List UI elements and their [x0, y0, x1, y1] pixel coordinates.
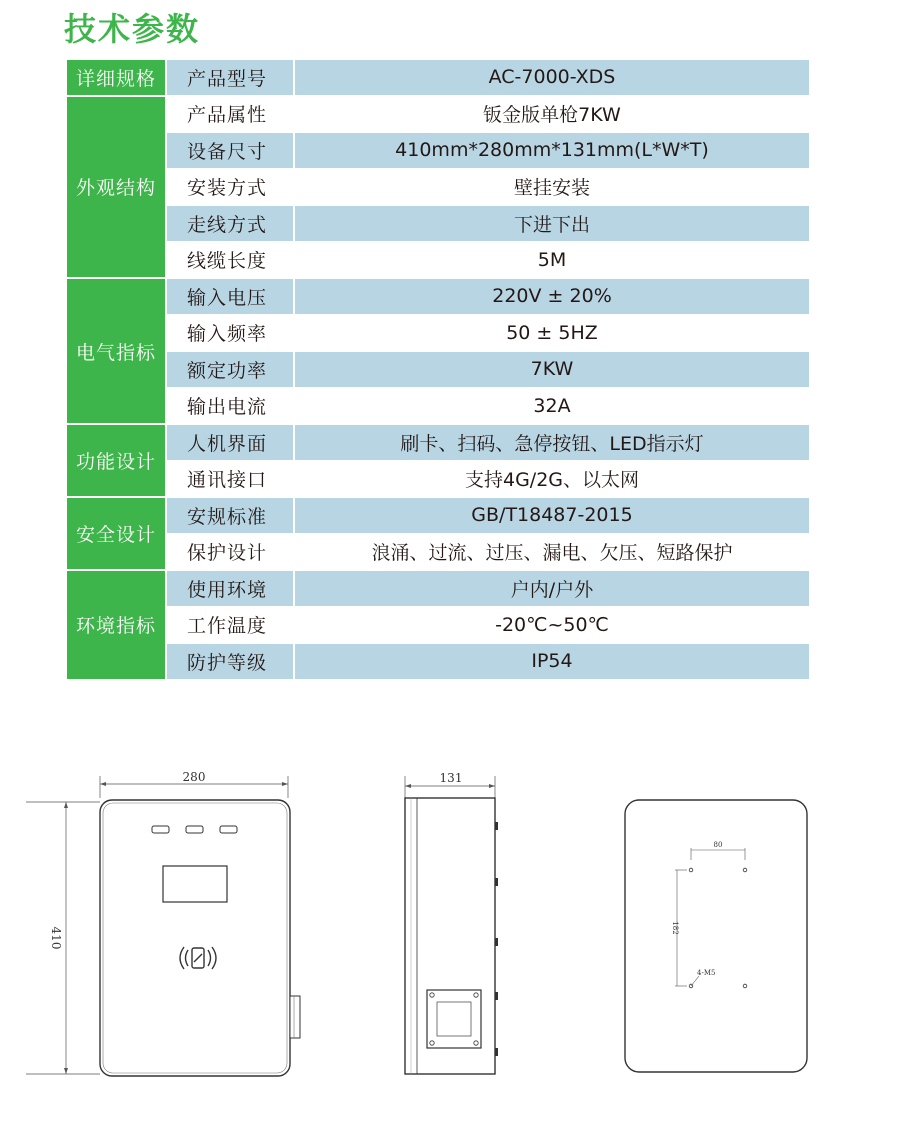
- spec-param-label: 使用环境: [166, 570, 294, 607]
- spec-row: [66, 169, 810, 206]
- side-view-drawing: [395, 760, 505, 1080]
- spec-value: GB/T18487-2015: [294, 497, 810, 534]
- spec-value: 5M: [294, 242, 810, 279]
- spec-group-label: 环境指标: [66, 570, 166, 680]
- spec-row: [66, 643, 810, 680]
- spec-param-label: 安规标准: [166, 497, 294, 534]
- spec-row: [66, 278, 810, 315]
- spec-param-label: 防护等级: [166, 643, 294, 680]
- spec-param-label: 通讯接口: [166, 461, 294, 498]
- spec-value: IP54: [294, 643, 810, 680]
- spec-group-label: 安全设计: [66, 497, 166, 570]
- spec-param-label: 额定功率: [166, 351, 294, 388]
- front-view-drawing: [24, 760, 324, 1080]
- spec-param-label: 线缆长度: [166, 242, 294, 279]
- spec-value: 刷卡、扫码、急停按钮、LED指示灯: [294, 424, 810, 461]
- spec-value: AC-7000-XDS: [294, 59, 810, 96]
- spec-value: 7KW: [294, 351, 810, 388]
- spec-param-label: 输出电流: [166, 388, 294, 425]
- spec-value: 钣金版单枪7KW: [294, 96, 810, 133]
- side-depth-label: 131: [439, 771, 463, 785]
- spec-row: [66, 497, 810, 534]
- spec-group-label: 功能设计: [66, 424, 166, 497]
- spec-row: [66, 59, 810, 96]
- spec-param-label: 保护设计: [166, 534, 294, 571]
- back-spacing-label: 80: [713, 841, 723, 849]
- spec-value: 50 ± 5HZ: [294, 315, 810, 352]
- page-title: 技术参数: [64, 10, 201, 48]
- spec-value: 户内/户外: [294, 570, 810, 607]
- spec-row: [66, 570, 810, 607]
- spec-group-label: 电气指标: [66, 278, 166, 424]
- spec-row: [66, 607, 810, 644]
- spec-row: [66, 132, 810, 169]
- spec-value: -20℃~50℃: [294, 607, 810, 644]
- spec-row: [66, 205, 810, 242]
- spec-param-label: 安装方式: [166, 169, 294, 206]
- back-view-drawing: [615, 790, 815, 1080]
- spec-value: 410mm*280mm*131mm(L*W*T): [294, 132, 810, 169]
- spec-row: [66, 315, 810, 352]
- spec-value: 壁挂安装: [294, 169, 810, 206]
- front-width-label: 280: [182, 770, 206, 784]
- spec-param-label: 输入频率: [166, 315, 294, 352]
- spec-row: [66, 388, 810, 425]
- spec-param-label: 人机界面: [166, 424, 294, 461]
- spec-value: 下进下出: [294, 205, 810, 242]
- back-vertical-label: 182: [671, 921, 679, 935]
- front-height-label: 410: [49, 926, 63, 950]
- spec-row: [66, 351, 810, 388]
- spec-param-label: 工作温度: [166, 607, 294, 644]
- spec-value: 支持4G/2G、以太网: [294, 461, 810, 498]
- spec-param-label: 产品属性: [166, 96, 294, 133]
- spec-param-label: 输入电压: [166, 278, 294, 315]
- spec-group-label: 详细规格: [66, 59, 166, 96]
- spec-group-label: 外观结构: [66, 96, 166, 279]
- spec-row: [66, 534, 810, 571]
- spec-param-label: 走线方式: [166, 205, 294, 242]
- spec-value: 32A: [294, 388, 810, 425]
- spec-table: [65, 58, 811, 681]
- spec-value: 浪涌、过流、过压、漏电、欠压、短路保护: [294, 534, 810, 571]
- spec-param-label: 设备尺寸: [166, 132, 294, 169]
- spec-value: 220V ± 20%: [294, 278, 810, 315]
- spec-row: [66, 96, 810, 133]
- spec-row: [66, 242, 810, 279]
- back-hole-label: 4-M5: [697, 969, 716, 977]
- spec-row: [66, 424, 810, 461]
- spec-param-label: 产品型号: [166, 59, 294, 96]
- spec-row: [66, 461, 810, 498]
